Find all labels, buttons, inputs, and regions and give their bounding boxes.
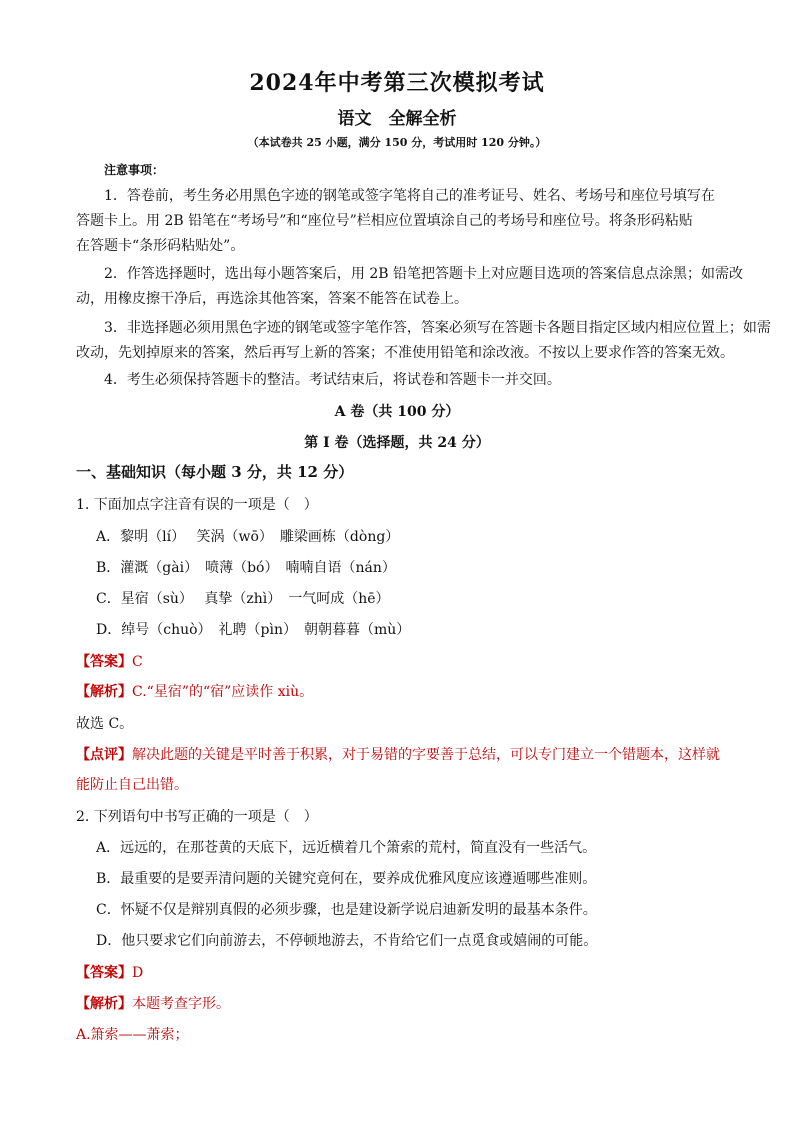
question-2-option: A．远远的，在那苍黄的天底下，远近横着几个箫索的荒村，简直没有一些活气。 xyxy=(96,840,597,856)
analysis-detail: A.箫索——萧索； xyxy=(76,1027,189,1043)
question-1-option: B．灌溉（gài） 喷薄（bó） 喃喃自语（nán） xyxy=(96,560,396,576)
instructions-heading: 注意事项： xyxy=(104,163,165,177)
answer-tag: 【答案】 xyxy=(76,654,132,670)
analysis-text: 本题考查字形。 xyxy=(132,996,230,1012)
answer-line xyxy=(76,652,726,672)
question-2-stem: 2. 下列语句中书写正确的一项是（ ） xyxy=(76,809,318,825)
analysis-line xyxy=(76,682,726,702)
analysis-text: C.“星宿”的“宿”应读作 xiù。 xyxy=(132,684,314,700)
instruction-line: 4．考生必须保持答题卡的整洁。考试结束后，将试卷和答题卡一并交回。 xyxy=(104,372,561,388)
instruction-line: 动，用橡皮擦干净后，再选涂其他答案，答案不能答在试卷上。 xyxy=(76,291,468,307)
analysis-tag: 【解析】 xyxy=(76,996,132,1012)
question-1-option: A．黎明（lí） 笑涡（wō） 雕梁画栋（dòng） xyxy=(96,529,400,545)
instruction-line: 3．非选择题必须用黑色字迹的钢笔或签字笔作答，答案必须写在答题卡各题目指定区域内相应位置上；如需 xyxy=(104,320,771,336)
comment-line xyxy=(76,745,726,765)
question-1-stem: 1. 下面加点字注音有误的一项是（ ） xyxy=(76,497,318,513)
analysis-line xyxy=(76,994,726,1014)
instruction-line: 2．作答选择题时，选出每小题答案后，用 2B 铅笔把答题卡上对应题目选项的答案信息点涂黑；如需改 xyxy=(104,266,744,282)
exam-note: （本试卷共 25 小题，满分 150 分，考试用时 120 分钟。） xyxy=(247,136,547,149)
section-heading: 一、基础知识（每小题 3 分，共 12 分） xyxy=(76,463,354,481)
question-2-option: B．最重要的是要弄清问题的关键究竟何在，要养成优雅风度应该遵遁哪些准则。 xyxy=(96,871,597,887)
answer-line xyxy=(76,963,726,983)
answer-value: D xyxy=(132,965,144,981)
instruction-line: 改动，先划掉原来的答案，然后再写上新的答案；不准使用铅笔和涂改液。不按以上要求作答的答案无效。 xyxy=(76,345,734,361)
page-subtitle: 语文 全解全析 xyxy=(337,109,457,129)
comment-text: 解决此题的关键是平时善于积累，对于易错的字要善于总结，可以专门建立一个错题本，这样就 xyxy=(132,747,720,763)
answer-tag: 【答案】 xyxy=(76,965,132,981)
comment-tag: 【点评】 xyxy=(76,747,132,763)
part-a-heading: A 卷（共 100 分） xyxy=(334,404,460,420)
instruction-line: 答题卡上。用 2B 铅笔在“考场号”和“座位号”栏相应位置填涂自己的考场号和座位号。将条形码粘贴 xyxy=(76,213,693,229)
page-title: 2024年中考第三次模拟考试 xyxy=(249,70,545,96)
question-1-option: C．星宿（sù） 真挚（zhì） 一气呵成（hē） xyxy=(96,591,390,607)
answer-value: C xyxy=(132,654,143,670)
conclusion-line: 故选 C。 xyxy=(76,716,134,732)
analysis-tag: 【解析】 xyxy=(76,684,132,700)
instruction-line: 1．答卷前，考生务必用黑色字迹的钢笔或签字笔将自己的准考证号、姓名、考场号和座位号填写在 xyxy=(104,188,715,204)
comment-line-2: 能防止自己出错。 xyxy=(76,777,188,793)
instruction-line: 在答题卡“条形码粘贴处”。 xyxy=(76,238,245,254)
question-2-option: D．他只要求它们向前游去，不停顿地游去，不肯给它们一点觅食或嬉闹的可能。 xyxy=(96,933,598,949)
question-1-option: D．绰号（chuò） 礼聘（pìn） 朝朝暮暮（mù） xyxy=(96,622,411,638)
volume-heading: 第 I 卷（选择题，共 24 分） xyxy=(304,435,490,451)
question-2-option: C．怀疑不仅是辩别真假的必须步骤，也是建设新学说启迪新发明的最基本条件。 xyxy=(96,902,597,918)
